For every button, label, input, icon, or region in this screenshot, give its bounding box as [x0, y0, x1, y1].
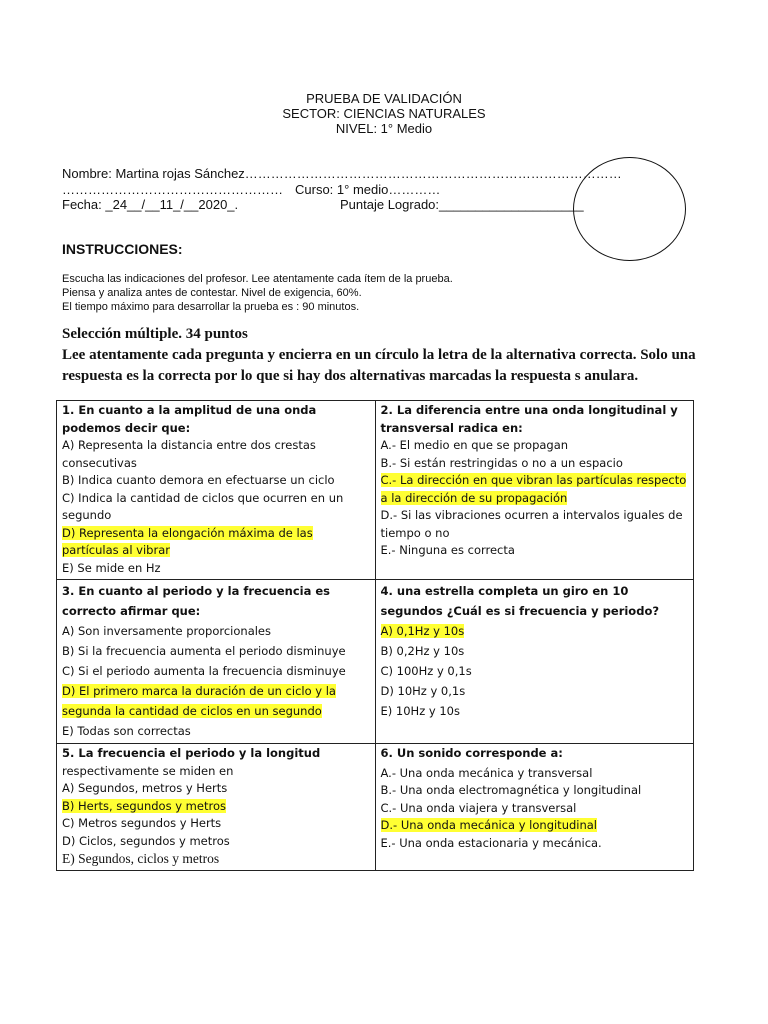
option-d-highlighted[interactable]: D) Representa la elongación máxima de las partículas al vibrar: [62, 525, 313, 557]
question-text: La diferencia entre una onda longitudinal y transversal radica en:: [380, 403, 678, 435]
option-a[interactable]: A) Segundos, metros y Herts: [62, 781, 228, 795]
nivel-line: NIVEL: 1° Medio: [335, 121, 433, 136]
option-d-highlighted[interactable]: D) El primero marca la duración de un ciclo y la segunda la cantidad de ciclos en un segundo: [62, 684, 336, 718]
nombre-field: Nombre: Martina rojas Sánchez……………………………………………………………………………: [62, 166, 622, 181]
question-text: La frecuencia el periodo y la longitud: [74, 746, 321, 760]
question-4: [375, 580, 694, 744]
option-e[interactable]: E) 10Hz y 10s: [380, 704, 460, 718]
dots-line: ……………………………………………: [62, 182, 283, 197]
option-c[interactable]: C) Si el periodo aumenta la frecuencia disminuye: [62, 664, 346, 678]
option-d[interactable]: D) 10Hz y 0,1s: [380, 684, 466, 698]
option-a[interactable]: A.- Una onda mecánica y transversal: [380, 765, 593, 780]
question-5: [57, 744, 376, 871]
option-c[interactable]: C) Metros segundos y Herts: [62, 816, 222, 830]
question-2: [375, 401, 694, 580]
section-title: Selección múltiple. 34 puntos: [62, 326, 248, 342]
option-e[interactable]: E) Todas son correctas: [62, 724, 191, 738]
fecha-field: Fecha: _24__/__11_/__2020_.: [62, 197, 239, 212]
instructions-title: INSTRUCCIONES:: [62, 241, 183, 257]
sector-line: SECTOR: CIENCIAS NATURALES: [282, 106, 486, 121]
instruction-line: El tiempo máximo para desarrollar la prueba es : 90 minutos.: [62, 301, 360, 313]
question-text: una estrella completa un giro en 10 segundos ¿Cuál es si frecuencia y periodo?: [380, 584, 660, 618]
question-text: Un sonido corresponde a:: [392, 746, 563, 760]
option-a[interactable]: A.- El medio en que se propagan: [380, 438, 569, 452]
option-e[interactable]: E) Se mide en Hz: [62, 560, 161, 575]
option-e[interactable]: E.- Una onda estacionaria y mecánica.: [380, 835, 602, 850]
option-b[interactable]: B) 0,2Hz y 10s: [380, 644, 465, 658]
option-a[interactable]: A) Representa la distancia entre dos crestas consecutivas: [62, 438, 316, 470]
option-c[interactable]: C.- Una onda viajera y transversal: [380, 800, 577, 815]
instruction-line: Escucha las indicaciones del profesor. Lee atentamente cada ítem de la prueba.: [62, 273, 453, 285]
option-b-highlighted[interactable]: B) Herts, segundos y metros: [62, 798, 226, 813]
option-b[interactable]: B) Indica cuanto demora en efectuarse un ciclo: [62, 473, 335, 487]
curso-field: Curso: 1° medio…………: [295, 182, 441, 197]
question-number: 1.: [62, 403, 75, 417]
option-e[interactable]: E.- Ninguna es correcta: [380, 543, 515, 557]
question-1: [57, 401, 376, 580]
option-b[interactable]: B.- Una onda electromagnética y longitudinal: [380, 783, 642, 797]
option-b[interactable]: B.- Si están restringidas o no a un espacio: [380, 455, 623, 470]
questions-table: [56, 400, 694, 871]
question-text: En cuanto al periodo y la frecuencia es correcto afirmar que:: [62, 584, 331, 618]
score-circle: [573, 157, 686, 261]
option-d[interactable]: D.- Si las vibraciones ocurren a intervalos iguales de tiempo o no: [380, 508, 683, 540]
option-a[interactable]: A) Son inversamente proporcionales: [62, 624, 271, 638]
option-e[interactable]: E) Segundos, ciclos y metros: [62, 851, 220, 866]
puntaje-field: Puntaje Logrado:____________________: [340, 197, 584, 212]
question-number: 4.: [380, 584, 393, 598]
table-row: [57, 744, 694, 871]
option-a-highlighted[interactable]: A) 0,1Hz y 10s: [380, 624, 465, 638]
table-row: [57, 401, 694, 580]
question-number: 3.: [62, 584, 75, 598]
option-d-highlighted[interactable]: D.- Una onda mecánica y longitudinal: [380, 818, 598, 832]
question-subtitle: respectivamente se miden en: [62, 763, 234, 778]
option-c-highlighted[interactable]: C.- La dirección en que vibran las partículas respecto a la dirección de su propagación: [380, 473, 687, 505]
question-text: En cuanto a la amplitud de una onda podemos decir que:: [62, 403, 317, 435]
table-row: [57, 580, 694, 744]
question-3: [57, 580, 376, 744]
instructions-block: [62, 272, 453, 314]
test-title: PRUEBA DE VALIDACIÓN: [306, 91, 462, 106]
section-instructions: Lee atentamente cada pregunta y encierra en un círculo la letra de la alternativa correcta. Solo una respuesta es la correcta por lo que si hay dos alternativas marcadas la respuesta s anulara.: [62, 347, 696, 384]
question-number: 2.: [380, 403, 393, 417]
option-c[interactable]: C) 100Hz y 0,1s: [380, 664, 472, 678]
option-b[interactable]: B) Si la frecuencia aumenta el periodo disminuye: [62, 644, 346, 658]
option-d[interactable]: D) Ciclos, segundos y metros: [62, 833, 230, 848]
instruction-line: Piensa y analiza antes de contestar. Nivel de exigencia, 60%.: [62, 287, 362, 299]
question-number: 5.: [62, 746, 75, 760]
question-6: [375, 744, 694, 871]
option-c[interactable]: C) Indica la cantidad de ciclos que ocurren en un segundo: [62, 490, 344, 522]
question-number: 6.: [380, 746, 393, 760]
